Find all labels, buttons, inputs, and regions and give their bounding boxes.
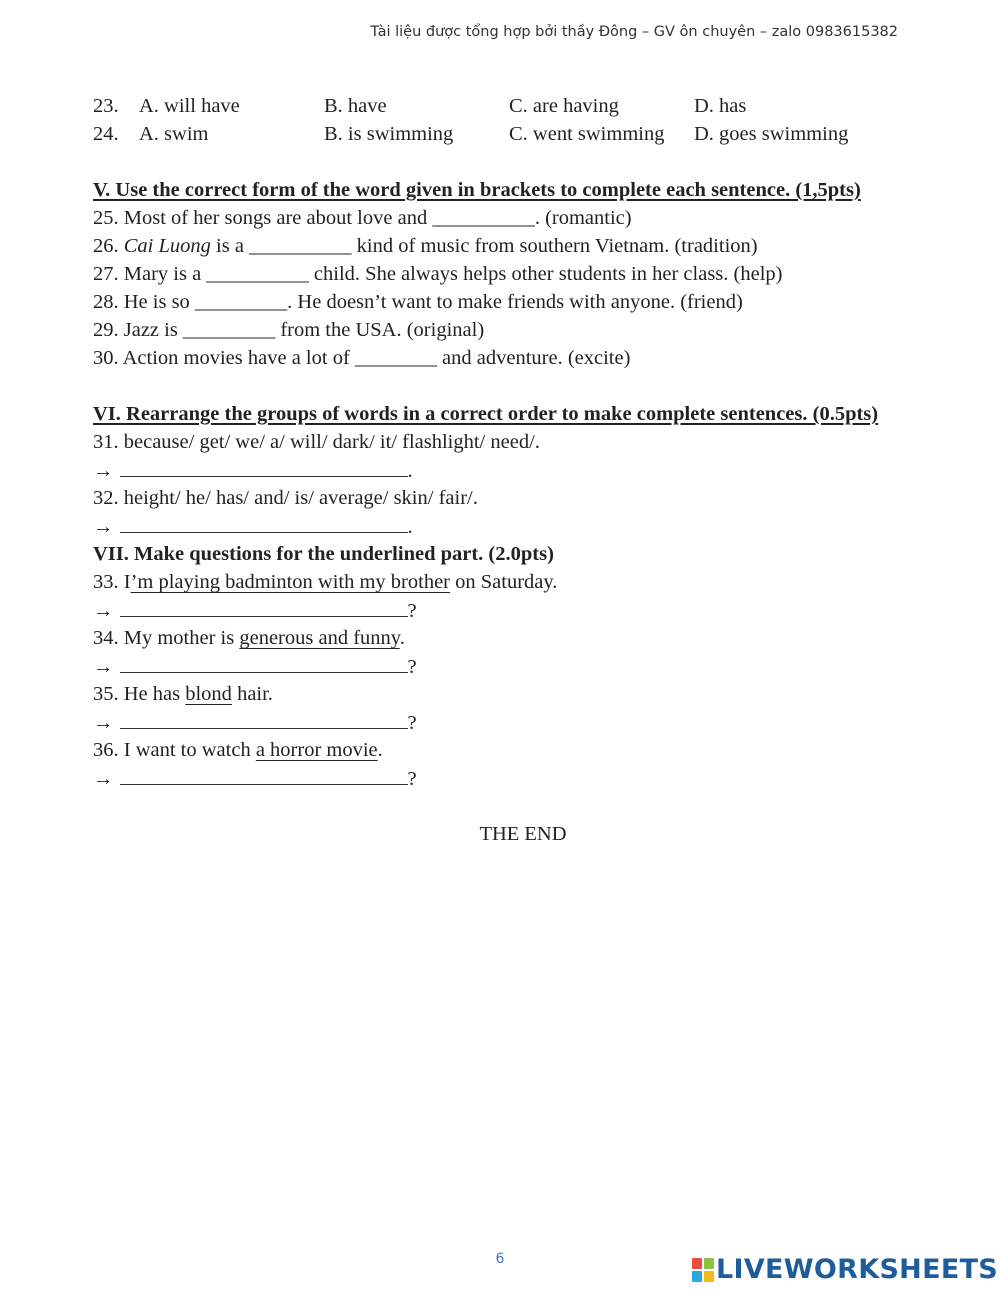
liveworksheets-logo-icon	[692, 1258, 714, 1282]
mc-question-24	[93, 120, 953, 148]
italic-term: Cai Luong	[123, 235, 211, 257]
question-29: 29. Jazz is _________ from the USA. (original)	[93, 319, 485, 341]
question-34: 34. My mother is generous and funny.	[93, 627, 405, 649]
question-number: 23.	[93, 95, 119, 117]
section-7-title: VII. Make questions for the underlined part. (2.0pts)	[93, 543, 554, 565]
section-5-title: V. Use the correct form of the word given in brackets to complete each sentence. (1,5pts)	[93, 179, 861, 201]
question-30: 30. Action movies have a lot of ________ and adventure. (excite)	[93, 347, 631, 369]
answer-line-36[interactable]: → ?	[93, 764, 953, 792]
question-35: 35. He has blond hair.	[93, 683, 273, 705]
question-31: 31. because/ get/ we/ a/ will/ dark/ it/ flashlight/ need/.	[93, 431, 540, 453]
option-a: A. swim	[139, 123, 209, 145]
option-b: B. is swimming	[324, 123, 454, 145]
question-25: 25. Most of her songs are about love and __________. (romantic)	[93, 207, 632, 229]
option-c: C. are having	[509, 95, 619, 117]
question-33: 33. I’m playing badminton with my brother on Saturday.	[93, 571, 558, 593]
liveworksheets-brand[interactable]	[692, 1254, 998, 1285]
question-number: 24.	[93, 123, 119, 145]
brand-name: LIVEWORKSHEETS	[716, 1254, 999, 1285]
option-a: A. will have	[139, 95, 240, 117]
page-number: 6	[495, 1251, 505, 1267]
underlined-part: a horror movie	[255, 739, 378, 761]
end-text: THE END	[479, 823, 567, 845]
answer-line-33[interactable]: → ?	[93, 596, 953, 624]
answer-line-34[interactable]: → ?	[93, 652, 953, 680]
answer-line-31[interactable]: → .	[93, 456, 953, 484]
question-28: 28. He is so _________. He doesn’t want to make friends with anyone. (friend)	[93, 291, 743, 313]
answer-line-32[interactable]: → .	[93, 512, 953, 540]
underlined-part: blond	[185, 683, 232, 705]
answer-line-35[interactable]: → ?	[93, 708, 953, 736]
option-d: D. has	[694, 95, 747, 117]
question-27: 27. Mary is a __________ child. She always helps other students in her class. (help)	[93, 263, 783, 285]
underlined-part: generous and funny	[239, 627, 400, 649]
underlined-part: ’m playing badminton with my brother	[130, 571, 450, 593]
question-32: 32. height/ he/ has/ and/ is/ average/ skin/ fair/.	[93, 487, 478, 509]
question-26: 26. Cai Luong is a __________ kind of music from southern Vietnam. (tradition)	[93, 235, 758, 257]
option-c: C. went swimming	[509, 123, 665, 145]
option-d: D. goes swimming	[694, 123, 849, 145]
worksheet-content	[93, 92, 953, 792]
section-6-title: VI. Rearrange the groups of words in a correct order to make complete sentences. (0.5pts)	[93, 403, 879, 425]
page-header: Tài liệu được tổng hợp bởi thầy Đông – GV ôn chuyên – zalo 0983615382	[370, 24, 898, 40]
question-36: 36. I want to watch a horror movie.	[93, 739, 383, 761]
option-b: B. have	[324, 95, 387, 117]
mc-question-23	[93, 92, 953, 120]
